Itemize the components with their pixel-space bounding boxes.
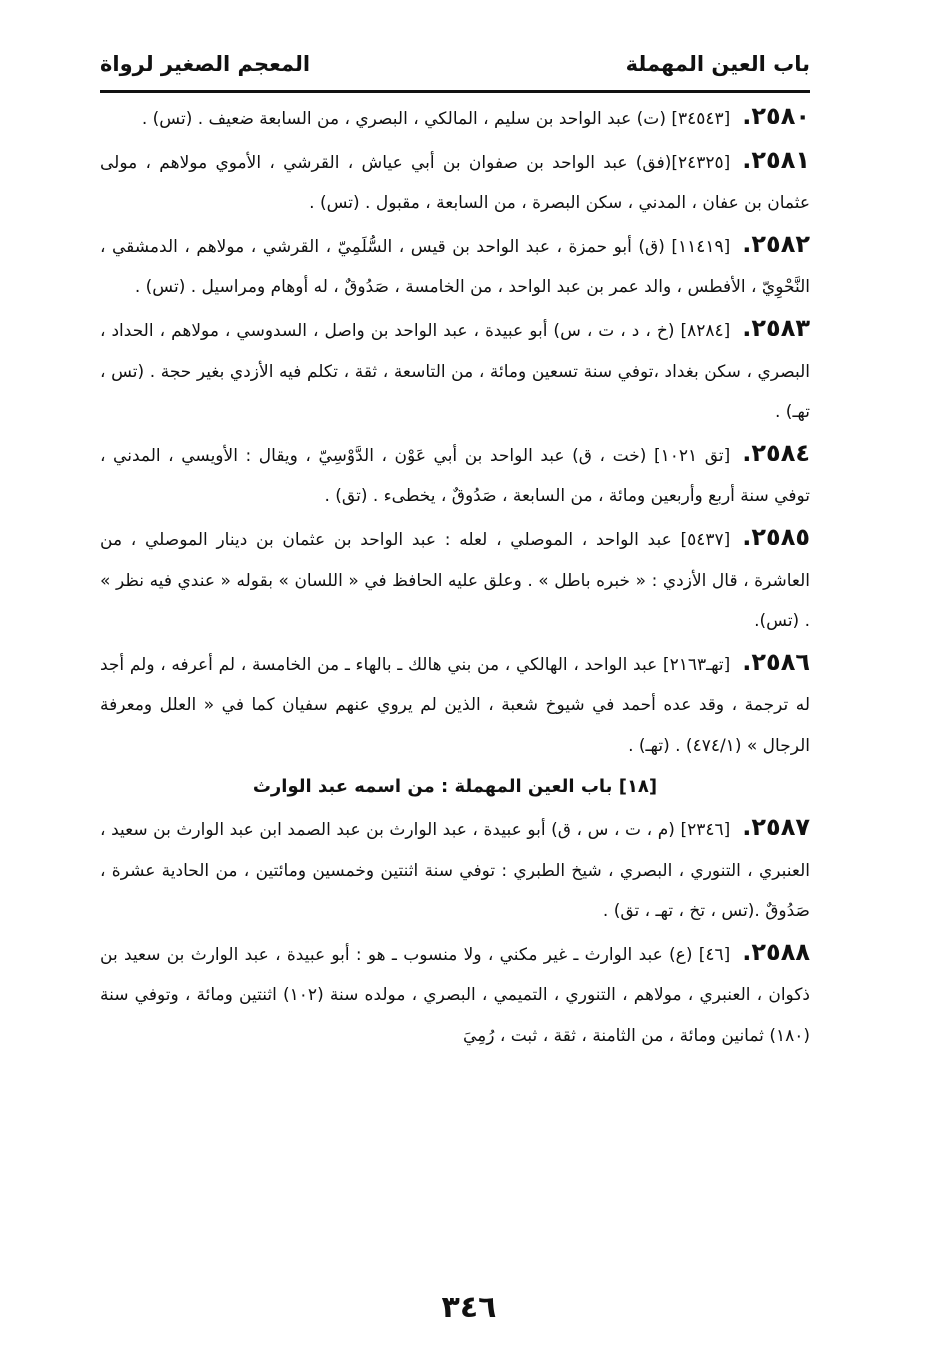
entry-2587	[100, 807, 810, 932]
entry-2582	[100, 224, 810, 308]
entry-2584	[100, 433, 810, 517]
entry-text: [٣٤٥٤٣] (ت) عبد الواحد بن سليم ، المالكي ، البصري ، من السابعة ضعيف . (تس) .	[141, 109, 731, 129]
page-body	[100, 96, 810, 1057]
entry-2588	[100, 932, 810, 1057]
entry-number: ٢٥٨٢.	[742, 229, 810, 258]
header-chapter-title: باب العين المهملة	[625, 52, 810, 76]
entry-text: [٢٤٣٢٥](فق) عبد الواحد بن صفوان بن أبي عياش ، القرشي ، الأموي مولاهم ، مولى عثمان بن عفان ، المدني ، سكن البصرة ، من السابعة ، مقبول . (تس) .	[100, 152, 810, 214]
entry-number: ٢٥٨٠.	[742, 102, 810, 130]
entry-text: [٥٤٣٧] عبد الواحد ، الموصلي ، لعله : عبد الواحد بن عثمان بن دينار الموصلي ، من العاشرة ، قال الأزدي : « خبره باطل » . وعلق عليه الحافظ في « اللسان » بقوله « عندي فيه نظر » . (تس).	[100, 529, 810, 632]
entry-number: ٢٥٨٥.	[742, 522, 810, 551]
entry-2586	[100, 642, 810, 767]
entry-number: ٢٥٨١.	[742, 145, 810, 174]
entry-2585	[100, 517, 810, 642]
entry-number: ٢٥٨٦.	[742, 647, 810, 676]
entry-number: ٢٥٨٧.	[742, 813, 810, 842]
entry-text: [تهـ٢١٦٣] عبد الواحد ، الهالكي ، من بني هالك ـ بالهاء ـ من الخامسة ، لم أعرفه ، ولم أجد له ترجمة ، وقد عده أحمد في شيوخ شعبة ، الذين لم يروي عنهم سفيان كما في « العلل ومعرفة الرجال » (٤٧٤/١) . (تهـ) .	[100, 654, 810, 756]
entry-text: [٨٢٨٤] (خ ، د ، ت ، س) أبو عبيدة ، عبد الواحد بن واصل ، السدوسي ، مولاهم ، الحداد ، البصري ، سكن بغداد ،توفي سنة تسعين ومائة ، من التاسعة ، ثقة ، تكلم فيه الأزدي بغير حجة . (تس ، تهـ) .	[100, 320, 810, 423]
entry-text: [تق ١٠٢١] (خت ، ق) عبد الواحد بن أبي عَوْن ، الدَّوْسِيّ ، ويقال : الأويسي ، المدني ، توفي سنة أربع وأربعين ومائة ، من السابعة ، صَدُوقٌ ، يخطىء . (تق) .	[100, 445, 810, 507]
entry-2581	[100, 140, 810, 224]
section-heading: [١٨] باب العين المهملة : من اسمه عبد الوارث	[252, 775, 658, 797]
entry-text: [٤٦] (ع) عبد الوارث ـ غير مكني ، ولا منسوب ـ هو : أبو عبيدة ، عبد الوارث بن سعيد بن ذكوان ، العنبري ، مولاهم ، التنوري ، التميمي ، البصري ، مولده سنة (١٠٢) اثنتين ومائة ، وتوفي سنة (١٨٠) ثمانين ومائة ، من الثامنة ، ثقة ، ثبت ، رُمِيَ	[100, 944, 810, 1047]
page-number: ٣٤٦	[441, 1290, 497, 1325]
entry-text: [١١٤١٩] (ق) أبو حمزة ، عبد الواحد بن قيس ، السُّلَمِيّ ، القرشي ، مولاهم ، الدمشقي ، النَّحْوِيّ ، الأفطس ، والد عمر بن عبد الواحد ، من الخامسة ، صَدُوقٌ ، له أوهام ومراسيل . (تس) .	[100, 236, 810, 298]
entry-2580	[100, 96, 810, 140]
entry-number: ٢٥٨٤.	[742, 438, 810, 467]
header-book-title: المعجم الصغير لرواة	[100, 52, 311, 76]
entry-number: ٢٥٨٣.	[742, 313, 810, 342]
running-header	[100, 38, 810, 90]
header-rule	[100, 90, 810, 93]
entry-number: ٢٥٨٨.	[742, 937, 810, 966]
entry-text: [٢٣٤٦] (م ، ت ، س ، ق) أبو عبيدة ، عبد الوارث بن عبد الصمد ابن عبد الوارث بن سعيد ، العنبري ، التنوري ، البصري ، شيخ الطبري : توفي سنة اثنتين وخمسين ومائتين ، من الحادية عشرة ، صَدُوقٌ .(تس ، تخ ، تهـ ، تق) .	[100, 820, 810, 922]
entry-2583	[100, 308, 810, 433]
